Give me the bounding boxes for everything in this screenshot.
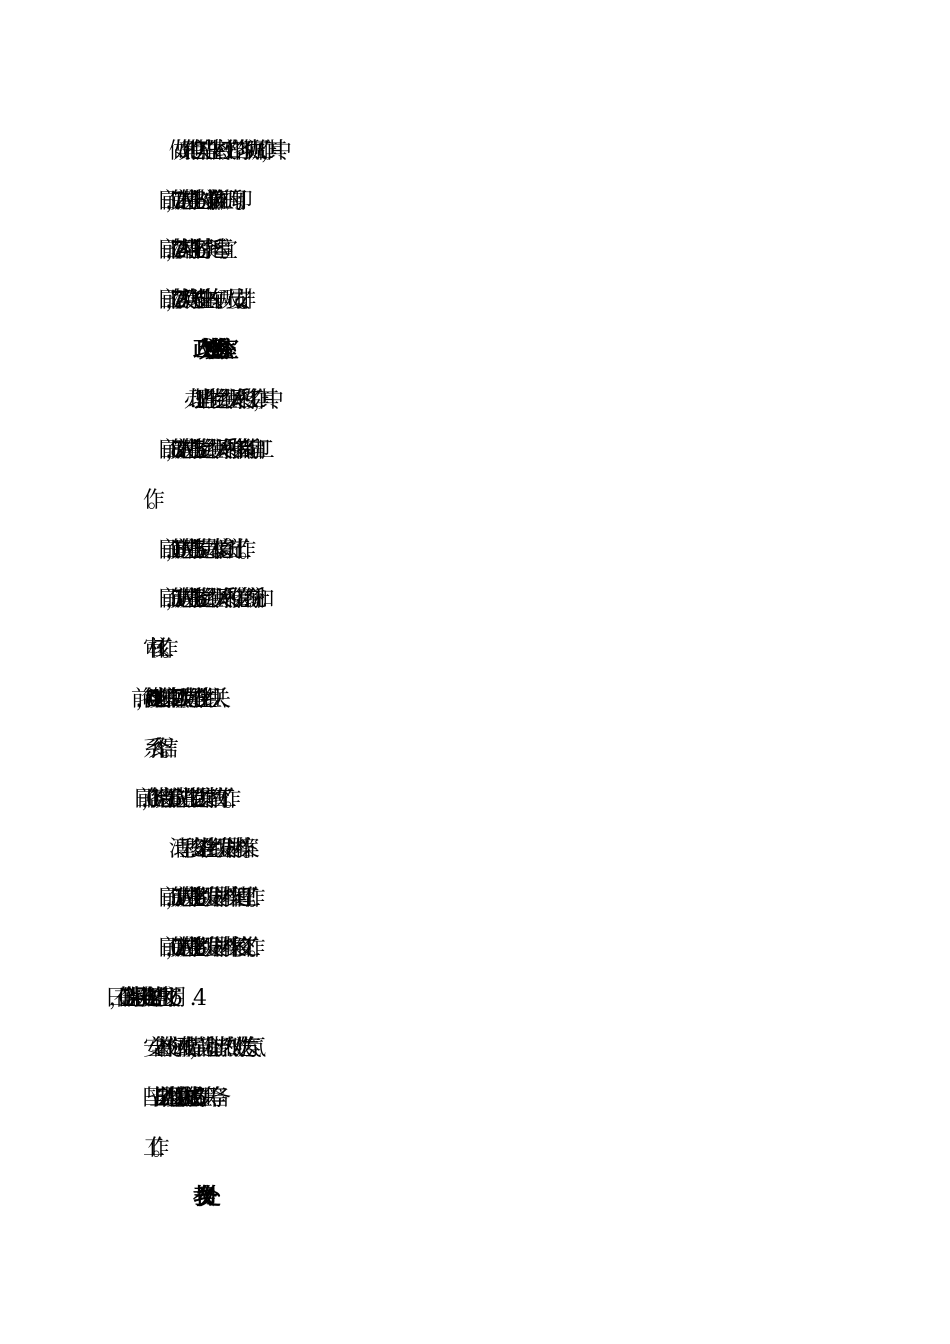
paragraph-line: 审核工作。	[143, 637, 167, 662]
paragraph-line: 6 月 15 日前，完成毕业生党员组织关系转移信息的统计和	[193, 587, 258, 612]
paragraph-line	[0, 984, 950, 1014]
paragraph-line: 2. 6 月 10 日前，各党支部完成毕业生党员集中教育工作。	[193, 787, 229, 812]
paragraph-line: 7. 做好其他有关毕业生离校工作的各项协调工作，其中	[193, 139, 275, 164]
section-heading: 教务处	[193, 1185, 203, 1210]
paragraph-line: 5 月 31 日前，完成毕业生党员基本信息统计工作。	[193, 538, 244, 563]
paragraph-line: 工作。	[143, 1136, 157, 1161]
paragraph-line: 6 月 27 日前，完成毕业生《毕业证》、《学位证》的用印。	[193, 189, 240, 214]
paragraph-line: 6 月 20 日前，完成毕业生组织发展材料档案移交工作。	[193, 936, 253, 961]
section-heading: 政工处（党委办公室）	[193, 338, 224, 363]
paragraph-line: 6 月 27 日 14：00 前，各党支部集中领取党员毕业生组织关	[193, 687, 214, 712]
paragraph-line: 3. 清理、移交毕业生组织发展材料档案。	[193, 837, 247, 862]
paragraph-line: 5 月 28 日前，完成毕业生党员组织关系转移指南的编印工	[193, 438, 258, 463]
paragraph-line: 安全离校的标语或横幅，营造和谐、热烈的欢送气氛。	[143, 1036, 254, 1061]
paragraph-line: 1. 办理毕业生党员组织关系转移工作，其中	[193, 388, 267, 413]
paragraph-line: 6 月 15 日前，完成毕业生组织发展材料档案清理工作。	[193, 886, 253, 911]
paragraph-line: 6 月 27 日前，落实欢送毕业生的车辆、人员安排。	[193, 288, 244, 313]
paragraph-line: 6 月 27 日前，落实毕业生行李托运事宜。	[193, 238, 226, 263]
paragraph-line: 5. 协助完成 6 月 25 日毕业典礼及授位仪式的组织、筹备	[193, 1086, 214, 1111]
paragraph-line: 作。	[143, 488, 153, 513]
paragraph-line: 系介绍信。	[143, 737, 167, 762]
